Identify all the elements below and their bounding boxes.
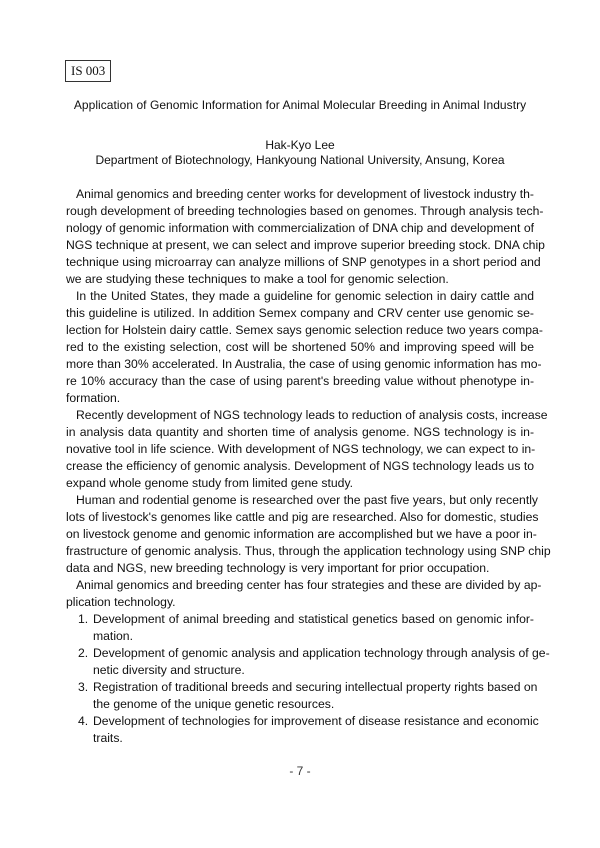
text-line: Animal genomics and breeding center works for development of livestock industry th- (76, 187, 534, 201)
text-line: expand whole genome study from limited gene study. (66, 476, 354, 490)
paragraph (66, 492, 551, 577)
paragraph-list (66, 186, 551, 611)
strategy-item (66, 645, 550, 679)
strategy-text-line: Development of technologies for improvement of disease resistance and economic (93, 714, 539, 728)
text-line: red to the existing selection, cost will be shortened 50% and improving speed will be (66, 340, 534, 354)
strategy-text-line: netic diversity and structure. (93, 663, 245, 677)
text-line: lection for Holstein dairy cattle. Semex says genomic selection reduce two years compa- (66, 323, 543, 337)
text-line: data and NGS, new breeding technology is very important for prior occupation. (66, 561, 490, 575)
text-line: nology of genomic information with commercialization of DNA chip and development of (66, 221, 534, 235)
paragraph (66, 288, 543, 407)
strategy-item (66, 679, 538, 713)
paragraph (66, 577, 542, 611)
text-line: In the United States, they made a guideline for genomic selection in dairy cattle and (76, 289, 534, 303)
strategy-number: 3. (78, 680, 89, 694)
strategy-text-line: the genome of the unique genetic resources. (93, 697, 335, 711)
author-name: Hak-Kyo Lee (265, 138, 335, 152)
paragraph (66, 407, 548, 492)
author-affiliation: Department of Biotechnology, Hankyoung National University, Ansung, Korea (95, 153, 505, 167)
text-line: Recently development of NGS technology leads to reduction of analysis costs, increase (76, 408, 548, 422)
text-line: crease the efficiency of genomic analysis. Development of NGS technology leads us to (66, 459, 534, 473)
strategy-text-line: Development of animal breeding and statistical genetics based on genomic infor- (93, 612, 534, 626)
text-line: Animal genomics and breeding center has four strategies and these are divided by ap- (76, 578, 542, 592)
text-line: plication technology. (66, 595, 176, 609)
page-number: - 7 - (289, 764, 311, 778)
strategy-list (66, 611, 550, 747)
text-line: on livestock genome and genomic information are accomplished but we have a poor in- (66, 527, 537, 541)
text-line: frastructure of genomic analysis. Thus, through the application technology using SNP chip (66, 544, 551, 558)
strategy-text-line: Registration of traditional breeds and securing intellectual property rights based on (93, 680, 538, 694)
strategy-text-line: traits. (93, 731, 123, 745)
text-line: formation. (66, 391, 121, 405)
paper-title: Application of Genomic Information for Animal Molecular Breeding in Animal Industry (73, 98, 527, 112)
paragraph (66, 186, 545, 288)
text-line: rough development of breeding technologies based on genomes. Through analysis tech- (66, 204, 544, 218)
text-line: more than 30% accelerated. In Australia, the case of using genomic information has mo- (66, 357, 542, 371)
abstract-body (66, 186, 551, 747)
text-line: re 10% accuracy than the case of using parent's breeding value without phenotype in- (66, 374, 534, 388)
strategy-text-line: mation. (93, 629, 133, 643)
text-line: we are studying these techniques to make a tool for genomic selection. (66, 272, 449, 286)
text-line: Human and rodential genome is researched over the past five years, but only recently (76, 493, 539, 507)
text-line: NGS technique at present, we can select and improve superior breeding stock. DNA chip (66, 238, 545, 252)
strategy-number: 4. (78, 714, 89, 728)
strategy-item (66, 611, 534, 645)
text-line: in analysis data quantity and shorten time of analysis genome. NGS technology is in- (66, 425, 534, 439)
text-line: lots of livestock's genomes like cattle and pig are researched. Also for domestic, studies (66, 510, 539, 524)
strategy-text-line: Development of genomic analysis and application technology through analysis of ge- (93, 646, 550, 660)
strategy-number: 2. (78, 646, 89, 660)
text-line: novative tool in life science. With development of NGS technology, we can expect to in- (66, 442, 536, 456)
text-line: technique using microarray can analyze millions of SNP genotypes in a short period and (66, 255, 541, 269)
abstract-code: IS 003 (65, 60, 111, 82)
strategy-item (66, 713, 539, 747)
strategy-number: 1. (78, 612, 89, 626)
text-line: this guideline is utilized. In addition Semex company and CRV center use genomic se- (66, 306, 534, 320)
